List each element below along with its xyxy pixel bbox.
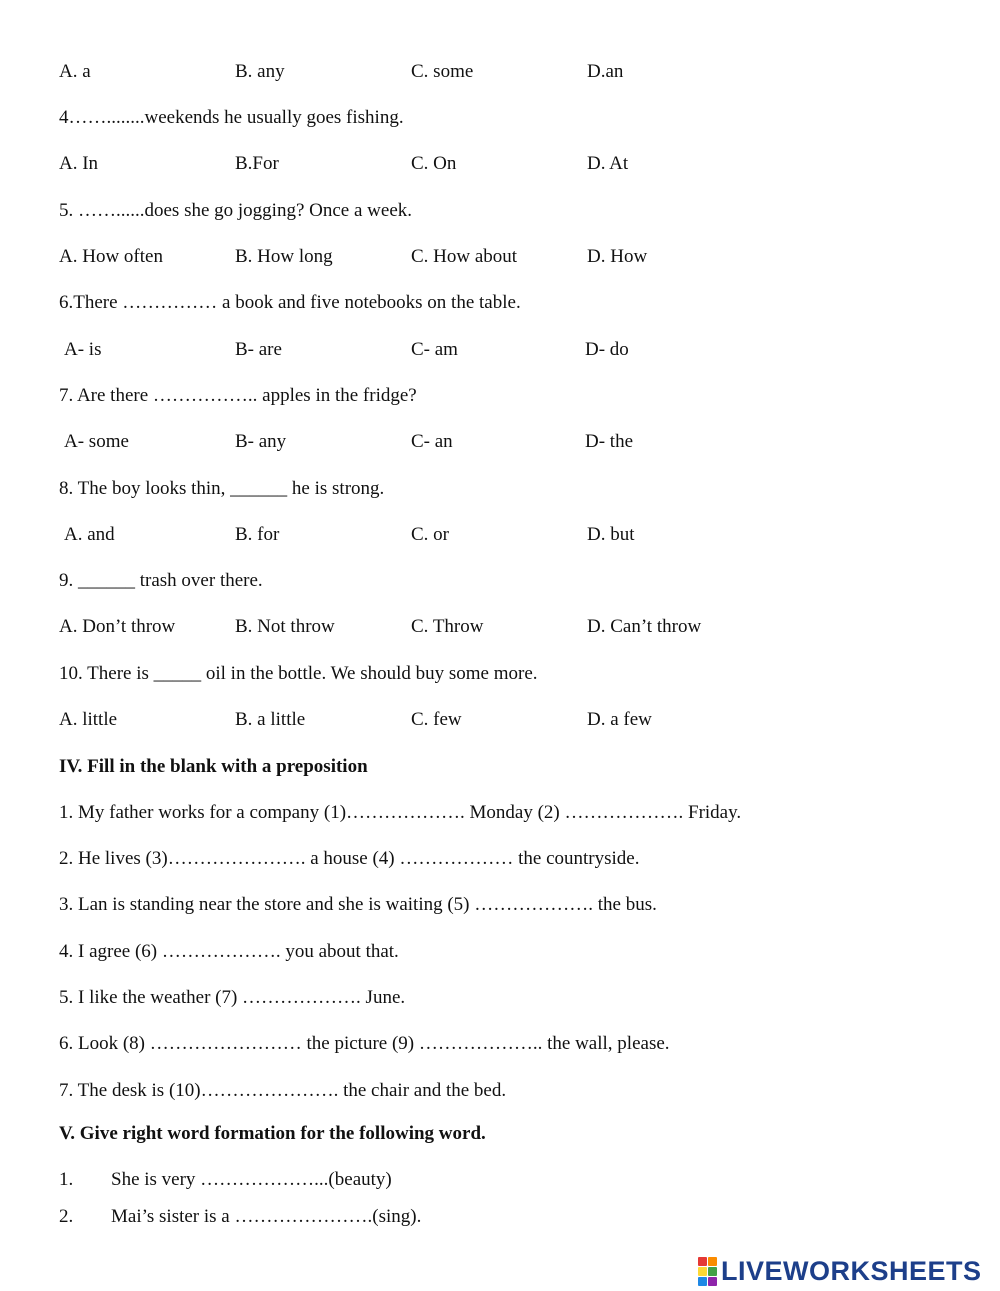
q7-stem: 7. Are there …………….. apples in the fridge? [59, 385, 417, 406]
section4-item-2[interactable]: 2. He lives (3)…………………. a house (4) ……………… the countryside. [59, 848, 640, 869]
logo-square [698, 1257, 707, 1266]
section5-item-text[interactable]: Mai’s sister is a ………………….(sing). [111, 1206, 422, 1227]
q6-stem: 6.There …………… a book and five notebooks on the table. [59, 292, 521, 313]
section4-item-4[interactable]: 4. I agree (6) ………………. you about that. [59, 941, 399, 962]
q6-option-c[interactable]: C- am [411, 339, 458, 360]
q5-option-d[interactable]: D. How [587, 246, 648, 267]
q8-stem: 8. The boy looks thin, ______ he is strong. [59, 478, 385, 499]
q6-option-a[interactable]: A- is [64, 339, 102, 360]
q4-stem: 4……........weekends he usually goes fishing. [59, 107, 404, 128]
q8-option-b[interactable]: B. for [235, 524, 280, 545]
q3-option-d[interactable]: D.an [587, 61, 624, 82]
logo-square [708, 1277, 717, 1286]
logo-text: LIVEWORKSHEETS [721, 1255, 982, 1286]
section4-heading: IV. Fill in the blank with a preposition [59, 756, 368, 777]
logo-square [698, 1267, 707, 1276]
q7-option-a[interactable]: A- some [64, 431, 129, 452]
q5-option-b[interactable]: B. How long [235, 246, 333, 267]
section4-item-5[interactable]: 5. I like the weather (7) ………………. June. [59, 987, 406, 1008]
q7-option-d[interactable]: D- the [585, 431, 634, 452]
section5-item-2[interactable] [0, 1205, 1000, 1229]
q3-option-c[interactable]: C. some [411, 61, 474, 82]
q8-option-d[interactable]: D. but [587, 524, 635, 545]
q7-options [0, 430, 1000, 454]
q7-option-b[interactable]: B- any [235, 431, 287, 452]
liveworksheets-logo [698, 1256, 982, 1286]
q8-option-c[interactable]: C. or [411, 524, 449, 545]
liveworksheets-logo-icon [698, 1257, 717, 1286]
section5-item-number: 2. [59, 1206, 74, 1227]
q10-option-c[interactable]: C. few [411, 709, 462, 730]
section5-heading: V. Give right word formation for the following word. [59, 1123, 486, 1144]
q8-option-a[interactable]: A. and [64, 524, 115, 545]
q9-option-b[interactable]: B. Not throw [235, 616, 335, 637]
q10-stem: 10. There is _____ oil in the bottle. We should buy some more. [59, 663, 538, 684]
q9-option-d[interactable]: D. Can’t throw [587, 616, 702, 637]
q3-options [0, 60, 1000, 84]
section4-item-7[interactable]: 7. The desk is (10)…………………. the chair and the bed. [59, 1080, 507, 1101]
q4-option-c[interactable]: C. On [411, 153, 457, 174]
q4-option-b[interactable]: B.For [235, 153, 279, 174]
section4-item-3[interactable]: 3. Lan is standing near the store and she is waiting (5) ………………. the bus. [59, 894, 657, 915]
q4-option-d[interactable]: D. At [587, 153, 629, 174]
logo-square [708, 1257, 717, 1266]
q6-option-d[interactable]: D- do [585, 339, 629, 360]
q7-option-c[interactable]: C- an [411, 431, 453, 452]
section5-item-number: 1. [59, 1169, 74, 1190]
q9-option-c[interactable]: C. Throw [411, 616, 484, 637]
logo-square [698, 1277, 707, 1286]
q9-options [0, 615, 1000, 639]
section5-item-1[interactable] [0, 1168, 1000, 1192]
q10-options [0, 708, 1000, 732]
q8-options [0, 523, 1000, 547]
q10-option-b[interactable]: B. a little [235, 709, 306, 730]
q3-option-b[interactable]: B. any [235, 61, 285, 82]
q4-options [0, 152, 1000, 176]
logo-square [708, 1267, 717, 1276]
q10-option-d[interactable]: D. a few [587, 709, 652, 730]
q3-option-a[interactable]: A. a [59, 61, 91, 82]
q6-option-b[interactable]: B- are [235, 339, 282, 360]
q9-stem: 9. ______ trash over there. [59, 570, 263, 591]
q4-option-a[interactable]: A. In [59, 153, 99, 174]
q5-options [0, 245, 1000, 269]
section4-item-1[interactable]: 1. My father works for a company (1)………………. Monday (2) ………………. Friday. [59, 802, 742, 823]
q6-options [0, 338, 1000, 362]
section4-item-6[interactable]: 6. Look (8) …………………… the picture (9) ……………….. the wall, please. [59, 1033, 670, 1054]
q9-option-a[interactable]: A. Don’t throw [59, 616, 176, 637]
q10-option-a[interactable]: A. little [59, 709, 118, 730]
section5-item-text[interactable]: She is very ………………...(beauty) [111, 1169, 392, 1190]
q5-option-c[interactable]: C. How about [411, 246, 518, 267]
q5-option-a[interactable]: A. How often [59, 246, 163, 267]
q5-stem: 5. ……......does she go jogging? Once a week. [59, 200, 413, 221]
